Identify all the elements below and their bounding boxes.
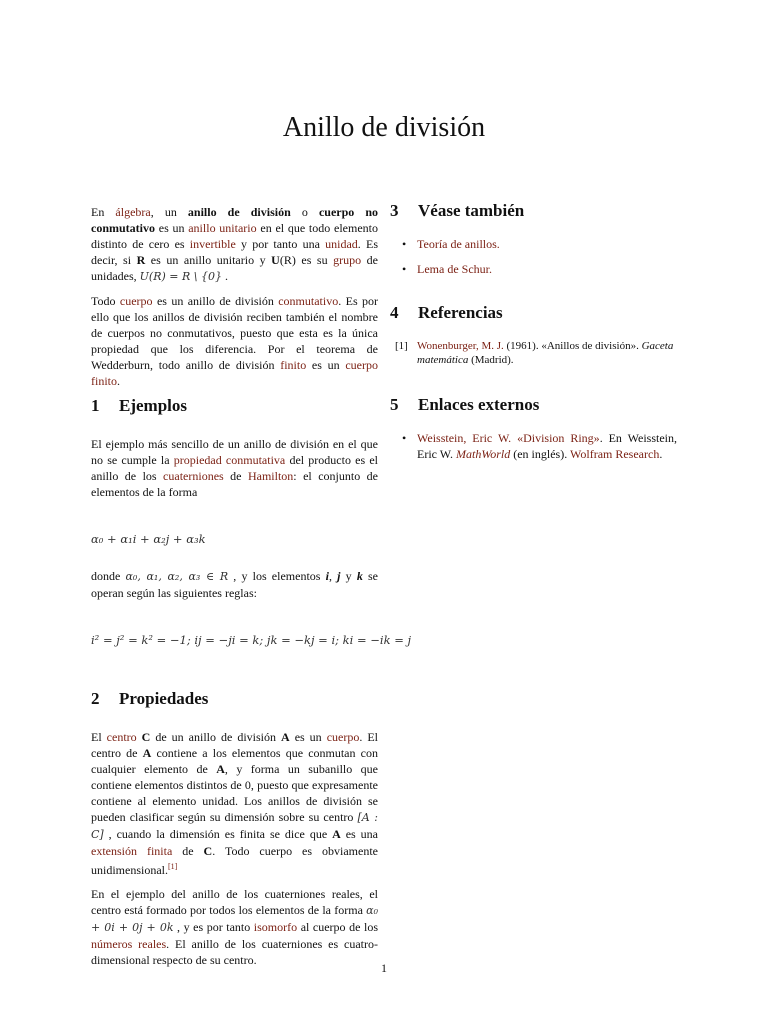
link-cuaterniones[interactable]: cuaterniones	[163, 469, 224, 483]
link-wonenburger[interactable]: Wonenburger, M. J.	[417, 340, 504, 352]
link-conmutativo[interactable]: conmutativo	[278, 294, 339, 308]
link-weisstein[interactable]: Weisstein, Eric W. «Division Ring»	[417, 431, 600, 445]
link-cuerpo[interactable]: cuerpo	[119, 294, 153, 308]
heading-propiedades: 2 Propiedades	[91, 689, 209, 708]
list-item: • Weisstein, Eric W. «Division Ring». En Weisstein, Eric W. MathWorld (en inglés). Wolfram Research.	[402, 431, 677, 461]
link-unidad[interactable]: unidad	[325, 237, 358, 251]
bullet-icon: •	[402, 237, 407, 251]
link-isomorfo[interactable]: isomorfo	[253, 920, 298, 934]
reference-1: [1] Wonenburger, M. J. (1961). «Anillos de división». Gaceta matemática (Madrid).	[395, 340, 674, 366]
list-item	[390, 236, 677, 252]
bullet-icon: •	[402, 431, 407, 445]
math-inline: U(R) = R \ {0}	[139, 270, 222, 283]
link-algebra[interactable]: álgebra	[115, 205, 151, 219]
intro-section	[91, 204, 378, 389]
link-lema-schur[interactable]: Lema de Schur.	[417, 262, 492, 276]
link-grupo[interactable]: grupo	[333, 253, 362, 267]
heading-ejemplos: 1 Ejemplos	[91, 396, 187, 415]
vease-list-wrap	[390, 236, 677, 277]
vease-list	[390, 236, 677, 277]
propiedades-section	[91, 729, 378, 968]
link-teoria-anillos[interactable]: Teoría de anillos.	[417, 237, 500, 251]
link-extension-finita[interactable]: extensión finita	[91, 844, 173, 858]
heading-enlaces-externos: 5 Enlaces externos	[390, 395, 540, 414]
link-hamilton[interactable]: Hamilton	[247, 469, 294, 483]
ejemplos-section	[91, 436, 378, 500]
link-anillo-unitario[interactable]: anillo unitario	[188, 221, 257, 235]
formula-rules: i² = j² = k² = −1; ij = −ji = k; jk = −kj = i; ki = −ik = j	[91, 633, 412, 647]
link-propiedad-conmutativa[interactable]: propiedad conmutativa	[173, 453, 286, 467]
page-number: 1	[381, 961, 387, 975]
page-title: Anillo de división	[282, 112, 486, 143]
intro-paragraph-2: Todo cuerpo es un anillo de división conmutativo. Es por ello que los anillos de división reciben también el nombre de cuerpos no conmutativos, puesto que esta es la única propiedad que los diferencia. Por el teorema de Wedderburn, todo anillo de división finito es un cuerpo finito.	[91, 294, 378, 388]
link-centro[interactable]: centro	[106, 730, 137, 744]
propiedades-paragraph-1: El centro C de un anillo de división A es un cuerpo. El centro de A contiene a los elementos que conmutan con cualquier elemento de A, y forma un subanillo que contiene elementos distintos de 0, puesto que expresamente contiene al elemento unidad. Los anillos de división se pueden clasificar según su dimensión sobre su centro [A : C] , cuando la dimensión es finita se dice que A es una extensión finita de C. Todo cuerpo es obviamente unidimensional.[1]	[91, 730, 379, 877]
propiedades-paragraph-2: En el ejemplo del anillo de los cuaterniones reales, el centro está formado por todos los elementos de la forma α₀ + 0i + 0j + 0k , y es por tanto isomorfo al cuerpo de los números reales. El anillo de los cuaterniones es cuatro-dimensional respecto de su centro.	[91, 887, 378, 967]
bullet-icon: •	[402, 262, 407, 276]
heading-referencias: 4 Referencias	[390, 303, 503, 322]
ejemplos-paragraph-2: donde α₀, α₁, α₂, α₃ ∈ R , y los elementos i, j y k se operan según las siguientes reglas:	[91, 569, 378, 600]
ejemplos-paragraph-2-wrap	[91, 568, 378, 601]
link-mathworld[interactable]: MathWorld	[456, 447, 511, 461]
link-finito[interactable]: finito	[280, 358, 307, 372]
link-invertible[interactable]: invertible	[189, 237, 236, 251]
link-cuerpo-2[interactable]: cuerpo	[326, 730, 360, 744]
ejemplos-paragraph-1: El ejemplo más sencillo de un anillo de división en el que no se cumple la propiedad conmutativa del producto es el anillo de los cuaterniones de Hamilton: el conjunto de elementos de la forma	[91, 437, 378, 499]
enlaces-list	[390, 430, 677, 462]
list-item	[390, 261, 677, 277]
link-numeros-reales[interactable]: números reales	[91, 937, 167, 951]
enlaces-wrap	[390, 430, 677, 462]
formula-quaternion: α₀ + α₁i + α₂j + α₃k	[91, 532, 206, 546]
referencias-wrap	[390, 339, 677, 367]
link-wolfram[interactable]: Wolfram Research	[570, 447, 660, 461]
heading-vease-tambien: 3 Véase también	[390, 201, 525, 220]
link-cuerpo-finito[interactable]: cuerpo finito	[91, 358, 378, 388]
citation-1[interactable]: [1]	[168, 862, 178, 871]
intro-paragraph-1: En álgebra, un anillo de división o cuerpo no conmutativo es un anillo unitario en el que todo elemento distinto de cero es invertible y por tanto una unidad. Es decir, si R es un anillo unitario y U(R) es su grupo de unidades, U(R) = R \ {0} .	[91, 205, 379, 283]
